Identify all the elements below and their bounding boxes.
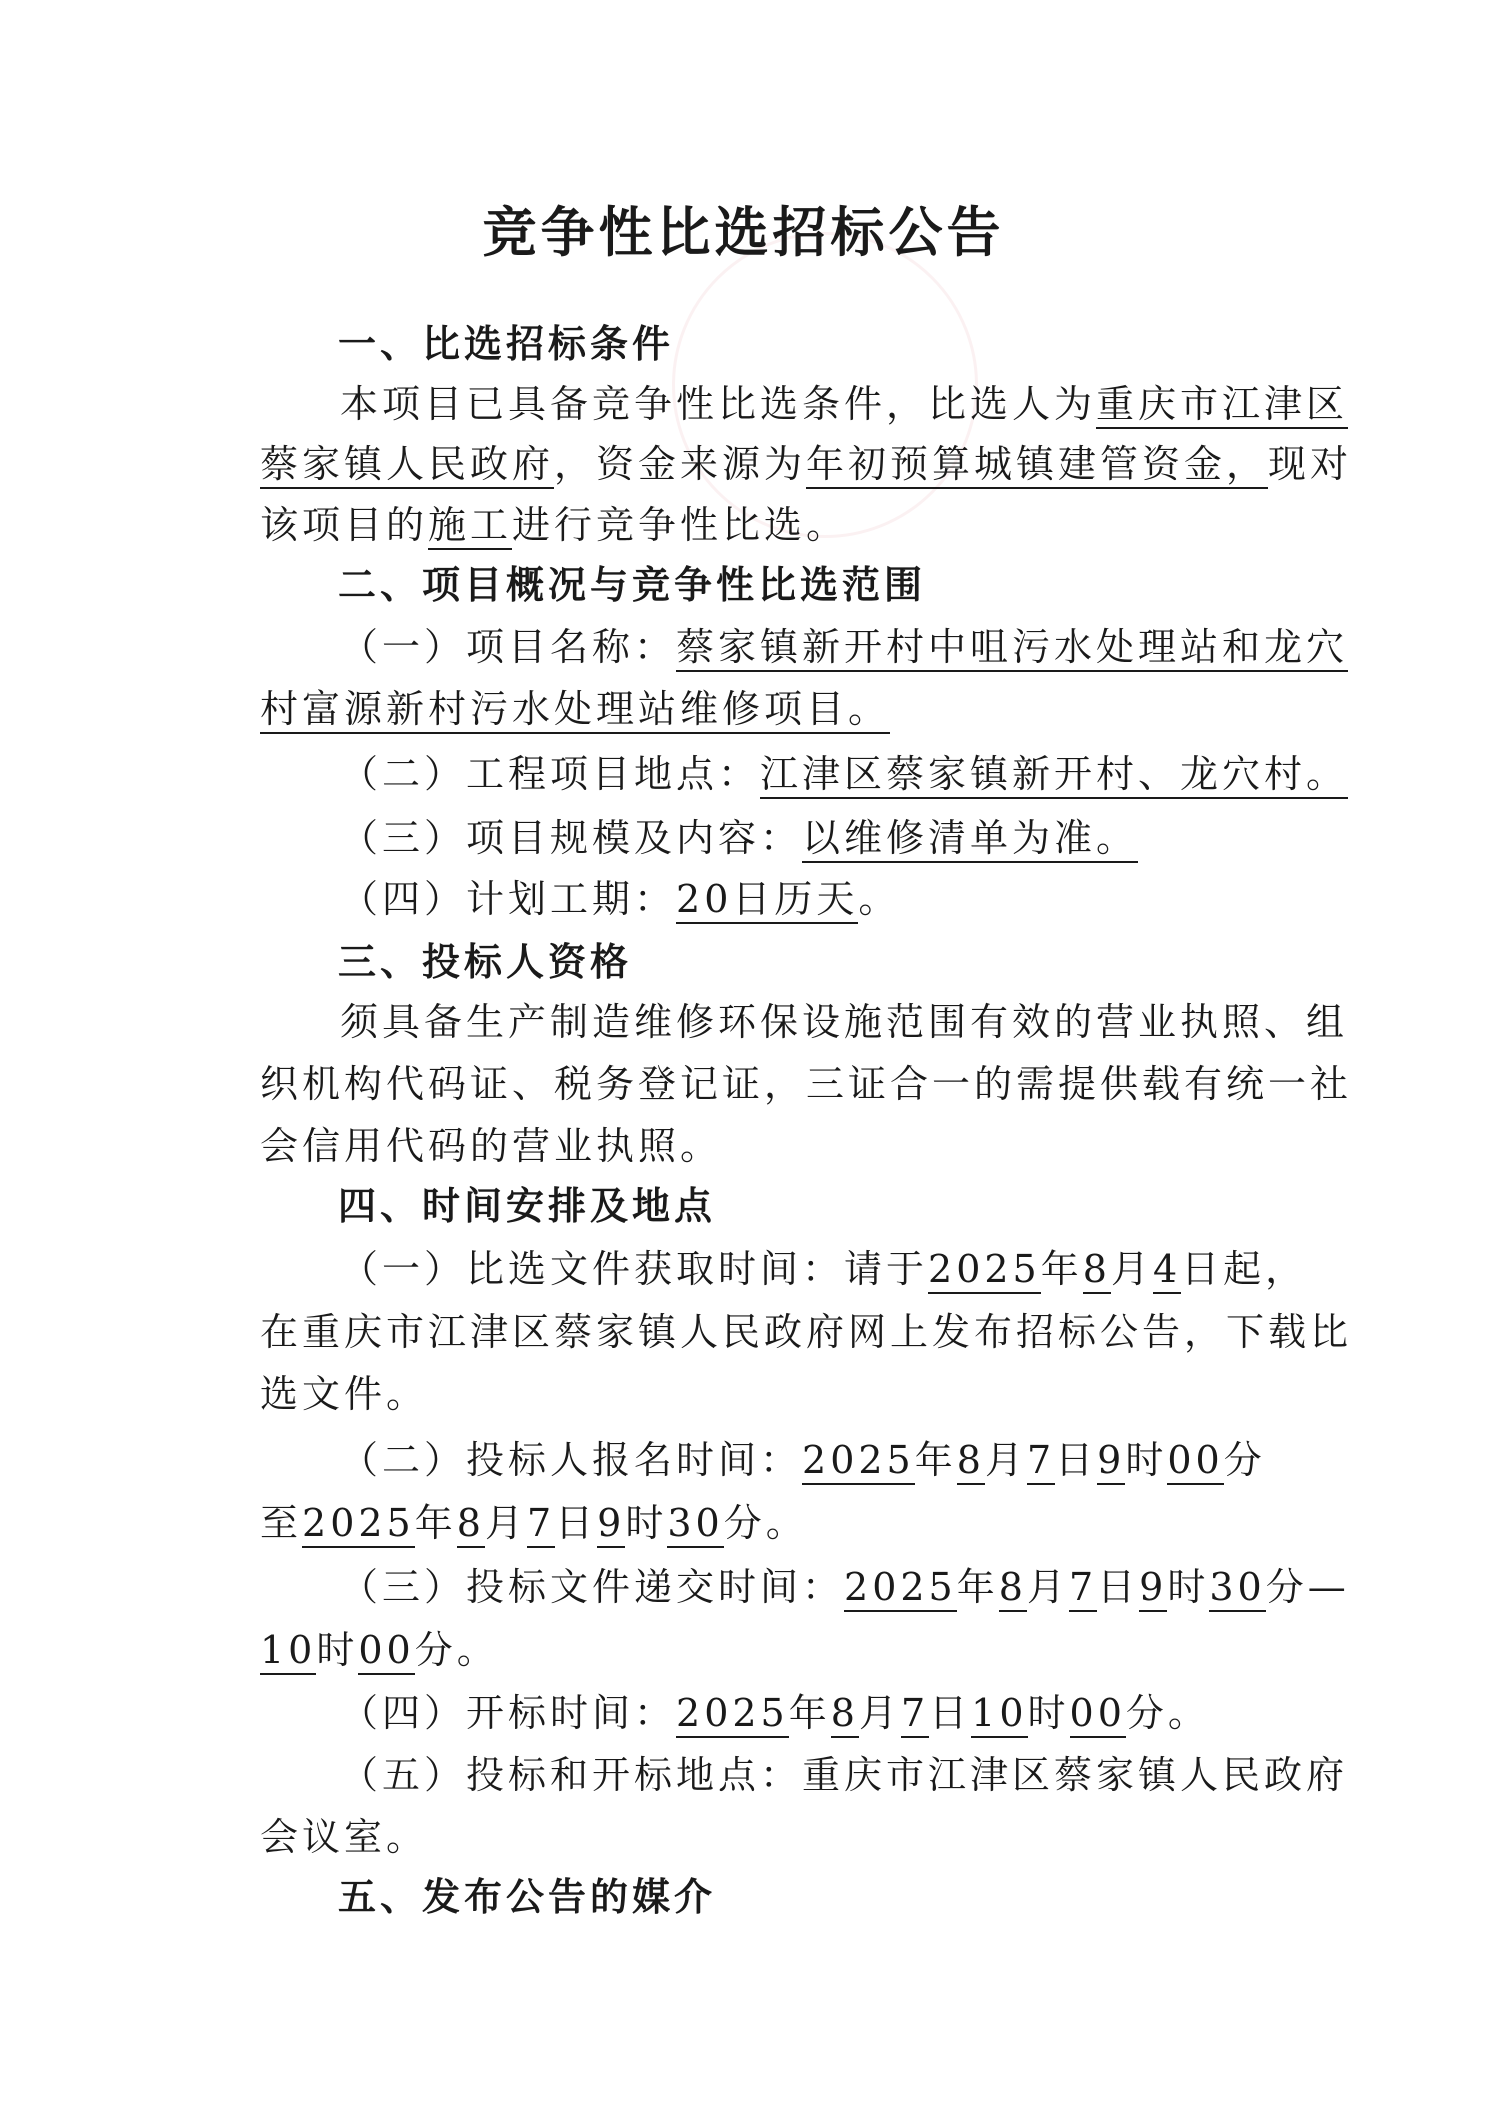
section-1-heading: 一、比选招标条件: [338, 322, 675, 366]
s4-item-5b: 会议室。: [260, 1815, 429, 1859]
s2-item-1a: （一）项目名称：蔡家镇新开村中咀污水处理站和龙穴: [340, 625, 1320, 669]
section-5-heading: 五、发布公告的媒介: [338, 1875, 717, 1919]
s4-item-3a: （三）投标文件递交时间：2025年8月7日9时30分—: [340, 1565, 1320, 1609]
s2-item-3: （三）项目规模及内容：以维修清单为准。: [340, 816, 1320, 860]
s3-line-3: 会信用代码的营业执照。: [260, 1124, 723, 1168]
s3-line-1: 须具备生产制造维修环保设施范围有效的营业执照、组: [340, 1000, 1349, 1044]
s4-item-2b: 至2025年8月7日9时30分。: [260, 1501, 1240, 1545]
s4-item-4: （四）开标时间：2025年8月7日10时00分。: [340, 1691, 1320, 1735]
s4-item-2a: （二）投标人报名时间：2025年8月7日9时00分: [340, 1438, 1320, 1482]
s4-item-1c: 选文件。: [260, 1372, 429, 1416]
s2-item-2: （二）工程项目地点：江津区蔡家镇新开村、龙穴村。: [340, 752, 1320, 796]
section-3-heading: 三、投标人资格: [338, 940, 633, 984]
s1-line-1: 本项目已具备竞争性比选条件，比选人为重庆市江津区: [340, 382, 1320, 426]
document-title: 竞争性比选招标公告: [482, 201, 1005, 264]
s3-line-2: 织机构代码证、税务登记证，三证合一的需提供载有统一社: [260, 1062, 1353, 1106]
section-4-heading: 四、时间安排及地点: [338, 1184, 717, 1228]
s1-line-2: 蔡家镇人民政府，资金来源为年初预算城镇建管资金，现对: [260, 442, 1240, 486]
s2-item-4: （四）计划工期：20日历天。: [340, 877, 1320, 921]
s4-item-5a: （五）投标和开标地点：重庆市江津区蔡家镇人民政府: [340, 1753, 1349, 1797]
s4-item-1a: （一）比选文件获取时间：请于2025年8月4日起，: [340, 1247, 1320, 1291]
s2-item-1b: 村富源新村污水处理站维修项目。: [260, 687, 1240, 731]
s1-line-3: 该项目的施工进行竞争性比选。: [260, 503, 1240, 547]
s4-item-1b: 在重庆市江津区蔡家镇人民政府网上发布招标公告，下载比: [260, 1310, 1353, 1354]
section-2-heading: 二、项目概况与竞争性比选范围: [338, 563, 927, 607]
s4-item-3b: 10时00分。: [260, 1628, 1240, 1672]
